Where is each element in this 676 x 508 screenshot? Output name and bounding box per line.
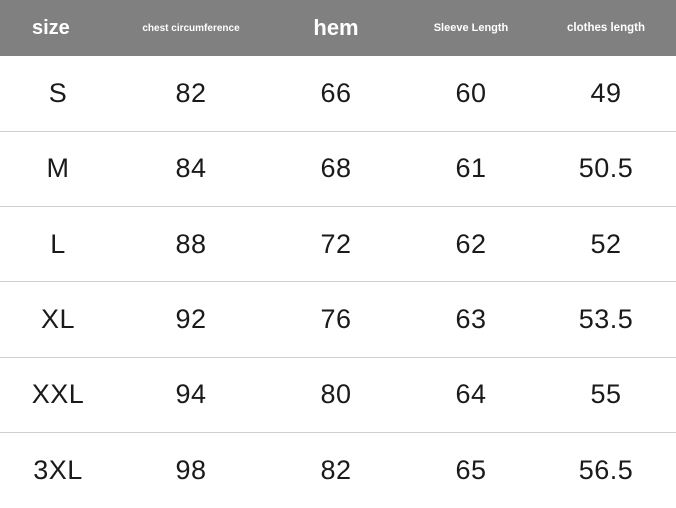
cell-sleeve-length: 64 bbox=[406, 357, 536, 432]
table-row bbox=[0, 207, 676, 282]
table-row bbox=[0, 433, 676, 508]
cell-sleeve-length: 62 bbox=[406, 207, 536, 282]
cell-chest-circumference: 84 bbox=[116, 131, 266, 206]
cell-size: M bbox=[0, 131, 116, 206]
cell-size: L bbox=[0, 207, 116, 282]
column-header-hem: hem bbox=[266, 0, 406, 56]
table-row bbox=[0, 131, 676, 206]
cell-chest-circumference: 98 bbox=[116, 433, 266, 508]
cell-clothes-length: 52 bbox=[536, 207, 676, 282]
cell-size: S bbox=[0, 56, 116, 131]
table-header-row bbox=[0, 0, 676, 56]
cell-hem: 72 bbox=[266, 207, 406, 282]
cell-hem: 66 bbox=[266, 56, 406, 131]
cell-clothes-length: 55 bbox=[536, 357, 676, 432]
table-header bbox=[0, 0, 676, 56]
cell-chest-circumference: 94 bbox=[116, 357, 266, 432]
cell-hem: 76 bbox=[266, 282, 406, 357]
cell-size: XXL bbox=[0, 357, 116, 432]
cell-chest-circumference: 82 bbox=[116, 56, 266, 131]
column-header-chest-circumference: chest circumference bbox=[116, 0, 266, 56]
cell-sleeve-length: 60 bbox=[406, 56, 536, 131]
cell-clothes-length: 50.5 bbox=[536, 131, 676, 206]
cell-size: XL bbox=[0, 282, 116, 357]
cell-hem: 68 bbox=[266, 131, 406, 206]
column-header-clothes-length: clothes length bbox=[536, 0, 676, 56]
cell-sleeve-length: 65 bbox=[406, 433, 536, 508]
table-row bbox=[0, 282, 676, 357]
cell-chest-circumference: 92 bbox=[116, 282, 266, 357]
cell-size: 3XL bbox=[0, 433, 116, 508]
cell-sleeve-length: 61 bbox=[406, 131, 536, 206]
cell-clothes-length: 56.5 bbox=[536, 433, 676, 508]
cell-clothes-length: 53.5 bbox=[536, 282, 676, 357]
table-row bbox=[0, 56, 676, 131]
column-header-sleeve-length: Sleeve Length bbox=[406, 0, 536, 56]
cell-hem: 82 bbox=[266, 433, 406, 508]
cell-clothes-length: 49 bbox=[536, 56, 676, 131]
column-header-size: size bbox=[0, 0, 116, 56]
cell-sleeve-length: 63 bbox=[406, 282, 536, 357]
cell-hem: 80 bbox=[266, 357, 406, 432]
table-row bbox=[0, 357, 676, 432]
table-body bbox=[0, 56, 676, 508]
cell-chest-circumference: 88 bbox=[116, 207, 266, 282]
